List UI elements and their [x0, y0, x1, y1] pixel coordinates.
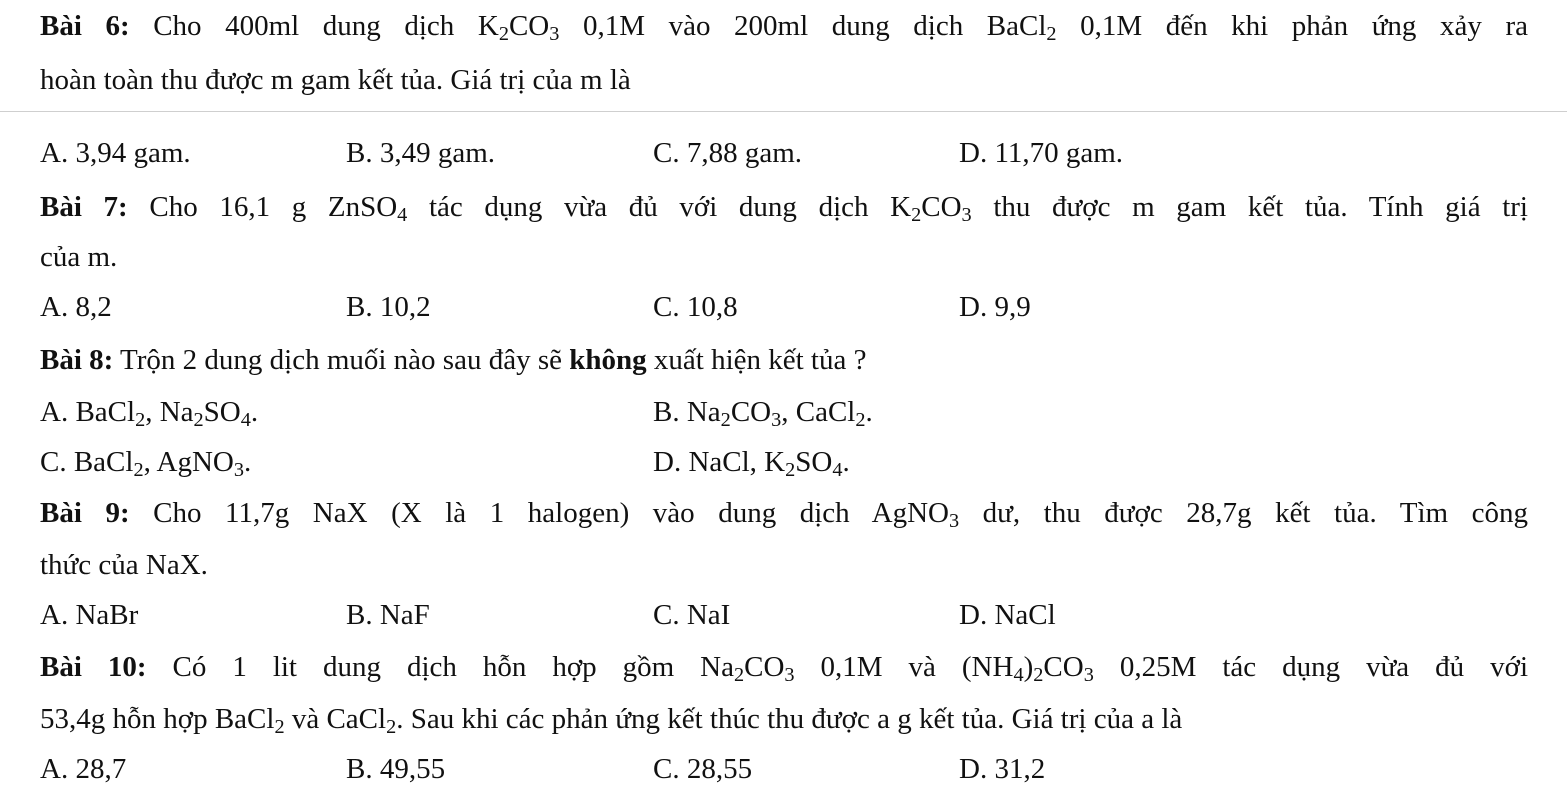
sub: 2 — [911, 204, 922, 227]
q6-option-c: C. 7,88 gam. — [653, 137, 803, 169]
q7-option-c: C. 10,8 — [653, 291, 738, 323]
sub: 2 — [855, 409, 866, 432]
q7-text-d: thu được m gam kết tủa. Tính giá trị — [971, 191, 1528, 223]
q8-c-1: C. BaCl — [40, 446, 134, 478]
q8-a-2: , Na — [145, 396, 194, 428]
q10-l2-b: và CaCl — [284, 703, 387, 735]
q10-text-b: CO — [744, 651, 785, 683]
q10-text-a: Có 1 lit dung dịch hỗn hợp gồm Na — [146, 651, 734, 683]
q10-option-a: A. 28,7 — [40, 753, 127, 785]
q9-stem-line1 — [40, 493, 1528, 533]
q8-option-b — [653, 392, 873, 432]
q7-text-a: Cho 16,1 g ZnSO — [127, 191, 398, 223]
q8-text-a: Trộn 2 dung dịch muối nào sau đây sẽ — [113, 344, 570, 376]
q6-text-a: Cho 400ml dung dịch K — [129, 10, 499, 42]
sub: 2 — [1033, 664, 1044, 687]
sub: 3 — [961, 204, 972, 227]
q8-text-b: xuất hiện kết tủa ? — [646, 344, 867, 376]
divider — [0, 111, 1567, 112]
q8-d-1: D. NaCl, K — [653, 446, 786, 478]
q9-option-c: C. NaI — [653, 599, 731, 631]
q10-text-f: 0,25M tác dụng vừa đủ với — [1093, 651, 1529, 683]
sub: 2 — [498, 23, 509, 46]
q6-text-c: 0,1M vào 200ml dung dịch BaCl — [559, 10, 1047, 42]
q8-c-2: , AgNO — [143, 446, 234, 478]
q8-b-3: , CaCl — [781, 396, 856, 428]
q8-option-c — [40, 442, 251, 482]
q8-d-3: . — [842, 446, 850, 478]
q8-c-3: . — [243, 446, 252, 478]
sub: 2 — [133, 459, 144, 482]
q6-option-d: D. 11,70 gam. — [959, 137, 1124, 169]
q8-emphasis: không — [569, 344, 647, 376]
q9-option-b: B. NaF — [346, 599, 430, 631]
q7-text-c: CO — [921, 191, 962, 223]
q6-option-b: B. 3,49 gam. — [346, 137, 496, 169]
q6-label: Bài 6: — [40, 10, 130, 42]
sub: 3 — [771, 409, 782, 432]
q8-a-3: SO — [203, 396, 241, 428]
q8-b-2: CO — [730, 396, 772, 428]
q10-option-b: B. 49,55 — [346, 753, 446, 785]
sub: 3 — [784, 664, 795, 687]
q10-text-c: 0,1M và (NH — [794, 651, 1014, 683]
sub: 3 — [1083, 664, 1094, 687]
q10-text-d: ) — [1023, 651, 1034, 683]
sub: 3 — [233, 459, 244, 482]
q8-b-1: B. Na — [653, 396, 721, 428]
q9-text-b: dư, thu được 28,7g kết tủa. Tìm công — [959, 497, 1528, 529]
q6-text-b: CO — [508, 10, 550, 42]
q7-text-b: tác dụng vừa đủ với dung dịch K — [407, 191, 912, 223]
sub: 2 — [733, 664, 745, 687]
sub: 2 — [274, 716, 285, 739]
q9-text-a: Cho 11,7g NaX (X là 1 halogen) vào dung dịch AgNO — [129, 497, 949, 529]
sub: 2 — [135, 409, 146, 432]
q10-option-c: C. 28,55 — [653, 753, 753, 785]
q10-l2-c: . Sau khi các phản ứng kết thúc thu được a g kết tủa. Giá trị của a là — [396, 703, 1183, 735]
sub: 2 — [1046, 23, 1057, 46]
q8-option-d — [653, 442, 850, 482]
q6-option-a: A. 3,94 gam. — [40, 137, 191, 169]
sub: 3 — [948, 510, 960, 533]
sub: 2 — [720, 409, 731, 432]
q8-a-4: . — [250, 396, 259, 428]
sub: 4 — [1013, 664, 1024, 687]
q7-option-a: A. 8,2 — [40, 291, 112, 323]
q8-option-a — [40, 392, 258, 432]
sub: 2 — [386, 716, 397, 739]
sub: 4 — [240, 409, 251, 432]
q9-stem-line2: thức của NaX. — [40, 549, 208, 581]
sub: 4 — [397, 204, 408, 227]
q9-option-d: D. NaCl — [959, 599, 1056, 631]
q8-d-2: SO — [795, 446, 833, 478]
sub: 4 — [832, 459, 843, 482]
q7-label: Bài 7: — [40, 191, 128, 223]
q10-option-d: D. 31,2 — [959, 753, 1046, 785]
q6-stem-line2: hoàn toàn thu được m gam kết tủa. Giá trị của m là — [40, 64, 631, 96]
q7-stem-line1 — [40, 187, 1528, 227]
q6-stem-line1 — [40, 6, 1528, 46]
sub: 3 — [549, 23, 560, 46]
q10-text-e: CO — [1043, 651, 1084, 683]
q10-stem-line1 — [40, 647, 1528, 687]
q10-label: Bài 10: — [40, 651, 147, 683]
q10-stem-line2 — [40, 699, 1182, 739]
q8-label: Bài 8: — [40, 344, 114, 376]
q6-text-d: 0,1M đến khi phản ứng xảy ra — [1056, 10, 1528, 42]
q10-l2-a: 53,4g hỗn hợp BaCl — [40, 703, 275, 735]
q7-option-d: D. 9,9 — [959, 291, 1031, 323]
sub: 2 — [193, 409, 204, 432]
sub: 2 — [785, 459, 796, 482]
q9-option-a: A. NaBr — [40, 599, 139, 631]
q8-b-4: . — [865, 396, 873, 428]
q9-label: Bài 9: — [40, 497, 130, 529]
q8-a-1: A. BaCl — [40, 396, 136, 428]
q7-option-b: B. 10,2 — [346, 291, 431, 323]
q7-stem-line2: của m. — [40, 241, 118, 273]
q8-stem — [40, 340, 866, 380]
